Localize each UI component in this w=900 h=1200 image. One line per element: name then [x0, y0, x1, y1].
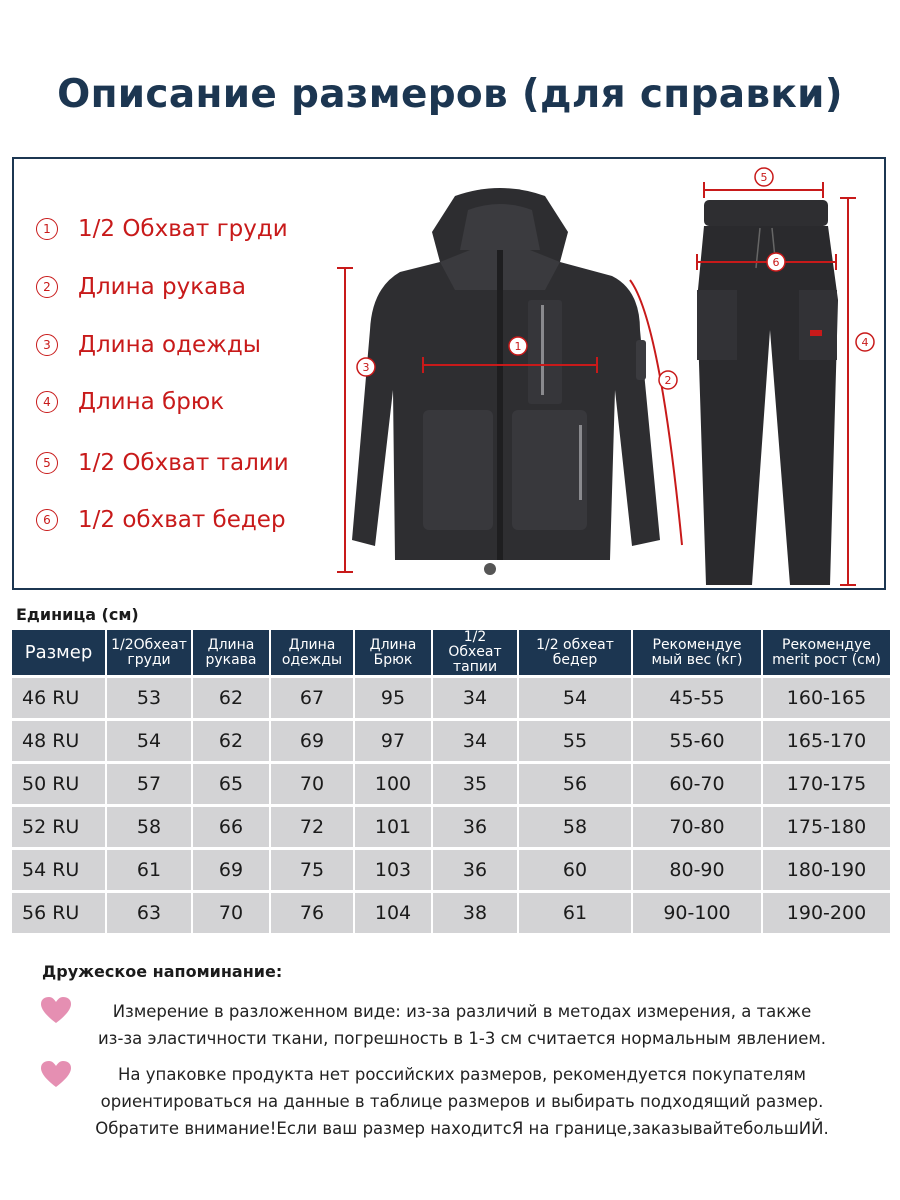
cell-height: 175-180 [762, 806, 890, 849]
cell-hips: 55 [518, 720, 632, 763]
legend-label-pants: Длина брюк [78, 389, 225, 415]
legend-number-2: 2 [36, 276, 58, 298]
cell-weight: 90-100 [632, 892, 762, 934]
reminder-note-1-line-1: Измерение в разложенном виде: из-за различий в методах измерения, а такжe [112, 1002, 812, 1021]
garment-illustration [330, 160, 890, 588]
legend-item-sleeve [36, 272, 246, 302]
header-sleeve: Длина рукава [192, 630, 270, 677]
marker-5: 5 [760, 171, 768, 184]
legend-label-waist: 1/2 Обхват талии [78, 450, 289, 476]
cell-length: 72 [270, 806, 354, 849]
legend-number-3: 3 [36, 334, 58, 356]
cell-sleeve: 62 [192, 720, 270, 763]
reminder-note-1 [52, 998, 872, 1052]
reminder-note-1-line-2: из-за эластичности ткани, погрешность в 1-3 см считается нормальным явлением. [97, 1029, 827, 1048]
cell-weight: 70-80 [632, 806, 762, 849]
unit-label: Единица (см) [16, 605, 139, 624]
cell-waist: 36 [432, 849, 518, 892]
legend-number-5: 5 [36, 452, 58, 474]
legend-number-6: 6 [36, 509, 58, 531]
table-header-row [12, 630, 890, 677]
cell-weight: 60-70 [632, 763, 762, 806]
cell-size: 50 RU [12, 763, 106, 806]
cell-waist: 35 [432, 763, 518, 806]
cell-hips: 56 [518, 763, 632, 806]
table-row [12, 763, 890, 806]
cell-hips: 58 [518, 806, 632, 849]
cell-length: 69 [270, 720, 354, 763]
cell-waist: 34 [432, 720, 518, 763]
header-size: Размер [12, 630, 106, 677]
cell-pants: 100 [354, 763, 432, 806]
cell-sleeve: 65 [192, 763, 270, 806]
marker-6: 6 [772, 256, 780, 269]
legend-label-chest: 1/2 Обхват груди [78, 216, 288, 242]
cell-chest: 57 [106, 763, 192, 806]
header-hips: 1/2 обхеат бедер [518, 630, 632, 677]
cell-chest: 61 [106, 849, 192, 892]
legend-item-hips [36, 505, 286, 535]
cell-height: 190-200 [762, 892, 890, 934]
marker-2: 2 [664, 374, 672, 387]
cell-length: 76 [270, 892, 354, 934]
cell-chest: 58 [106, 806, 192, 849]
cell-length: 75 [270, 849, 354, 892]
marker-3: 3 [362, 361, 370, 374]
cell-size: 48 RU [12, 720, 106, 763]
table-row [12, 720, 890, 763]
legend-number-4: 4 [36, 391, 58, 413]
cell-size: 46 RU [12, 677, 106, 720]
table-row [12, 892, 890, 934]
cell-height: 165-170 [762, 720, 890, 763]
marker-4: 4 [861, 336, 869, 349]
legend-item-chest [36, 214, 288, 244]
cell-sleeve: 69 [192, 849, 270, 892]
cell-waist: 36 [432, 806, 518, 849]
cell-size: 56 RU [12, 892, 106, 934]
cell-pants: 95 [354, 677, 432, 720]
cell-sleeve: 66 [192, 806, 270, 849]
cell-waist: 38 [432, 892, 518, 934]
cell-pants: 103 [354, 849, 432, 892]
cell-weight: 80-90 [632, 849, 762, 892]
cell-length: 70 [270, 763, 354, 806]
cell-hips: 54 [518, 677, 632, 720]
cell-height: 180-190 [762, 849, 890, 892]
cell-chest: 54 [106, 720, 192, 763]
cell-hips: 61 [518, 892, 632, 934]
reminder-note-2-line-3: Обратите внимание!Если ваш размер находитсЯ на границе,заказывайтебольшИЙ. [95, 1119, 829, 1138]
legend-number-1: 1 [36, 218, 58, 240]
legend-label-length: Длина одежды [78, 332, 261, 358]
cell-chest: 63 [106, 892, 192, 934]
legend-item-length [36, 330, 261, 360]
cell-size: 52 RU [12, 806, 106, 849]
header-chest: 1/2Обхеат груди [106, 630, 192, 677]
table-row [12, 677, 890, 720]
cell-hips: 60 [518, 849, 632, 892]
cell-pants: 104 [354, 892, 432, 934]
legend-item-pants [36, 387, 224, 417]
cell-height: 160-165 [762, 677, 890, 720]
cell-sleeve: 62 [192, 677, 270, 720]
cell-chest: 53 [106, 677, 192, 720]
cell-weight: 55-60 [632, 720, 762, 763]
jacket-image [352, 188, 660, 575]
cell-pants: 101 [354, 806, 432, 849]
cell-pants: 97 [354, 720, 432, 763]
legend-label-hips: 1/2 обхват бедер [78, 507, 286, 533]
cell-length: 67 [270, 677, 354, 720]
cell-size: 54 RU [12, 849, 106, 892]
reminder-title: Дружеское напоминание: [42, 962, 283, 981]
header-length: Длина одежды [270, 630, 354, 677]
header-pants: Длина Брюк [354, 630, 432, 677]
reminder-note-2 [52, 1061, 872, 1142]
cell-waist: 34 [432, 677, 518, 720]
legend-item-waist [36, 448, 289, 478]
reminder-note-2-line-1: На упаковке продукта нет российских размеров, рекомендуется покупателям [118, 1065, 806, 1084]
table-row [12, 806, 890, 849]
page-title: Описание размеров (для справки) [57, 72, 843, 117]
cell-weight: 45-55 [632, 677, 762, 720]
size-table [12, 630, 890, 933]
header-height: Рекомендуе merit рост (см) [762, 630, 890, 677]
legend-label-sleeve: Длина рукава [78, 274, 246, 300]
table-row [12, 849, 890, 892]
cell-height: 170-175 [762, 763, 890, 806]
header-weight: Рекомендуе мый вес (кг) [632, 630, 762, 677]
reminder-note-2-line-2: ориентироваться на данные в таблице размеров и выбирать подходящий размер. [100, 1092, 824, 1111]
marker-1: 1 [514, 340, 522, 353]
cell-sleeve: 70 [192, 892, 270, 934]
header-waist: 1/2 Обхеат тапии [432, 630, 518, 677]
